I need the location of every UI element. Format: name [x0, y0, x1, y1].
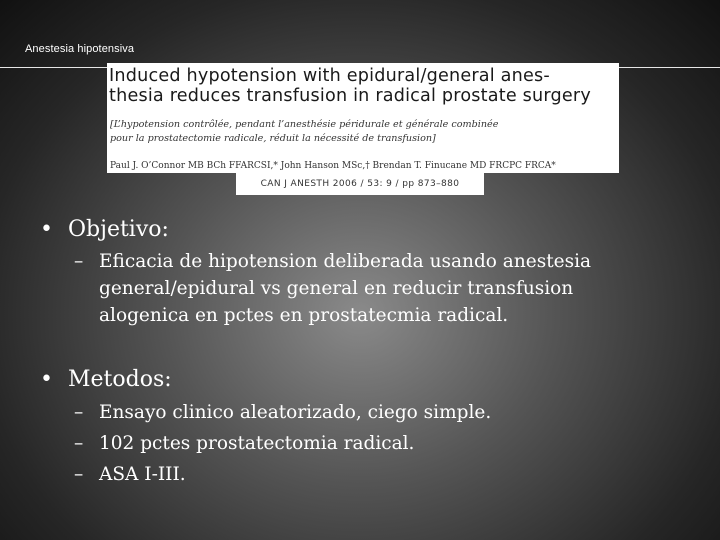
metodos-item-1: Ensayo clinico aleatorizado, ciego simple. — [99, 402, 492, 423]
paper-title — [109, 66, 619, 106]
bullet-marker: • — [40, 367, 53, 392]
paper-header-image — [107, 63, 619, 173]
paper-authors: Paul J. O’Connor MB BCh FFARCSI,* John Hanson MSc,† Brendan T. Finucane MD FRCPC FRCA* — [110, 161, 556, 171]
sub-marker: – — [74, 402, 84, 423]
paper-french-title-line-2: pour la prostatectomie radicale, réduit la nécessité de transfusion] — [110, 133, 436, 144]
metodos-item-3: ASA I-III. — [99, 464, 186, 485]
metodos-heading: Metodos: — [68, 367, 172, 392]
paper-title-line-1: Induced hypotension with epidural/general anes- — [109, 66, 550, 86]
paper-french-title — [110, 118, 616, 146]
paper-french-title-line-1: [L’hypotension contrôlée, pendant l’anesthésie péridurale et générale combinée — [110, 119, 499, 130]
sub-marker: – — [74, 251, 84, 272]
metodos-item-2: 102 pctes prostatectomia radical. — [99, 433, 415, 454]
slide-title: Anestesia hipotensiva — [25, 43, 135, 55]
bullet-marker: • — [40, 217, 53, 242]
objetivo-heading: Objetivo: — [68, 217, 169, 242]
objetivo-line-1: Eficacia de hipotension deliberada usando anestesia — [99, 251, 592, 272]
sub-marker: – — [74, 433, 84, 454]
objetivo-line-2: general/epidural vs general en reducir transfusion — [99, 278, 574, 299]
paper-title-line-2: thesia reduces transfusion in radical prostate surgery — [109, 86, 591, 106]
sub-marker: – — [74, 464, 84, 485]
objetivo-line-3: alogenica en pctes en prostatecmia radical. — [99, 305, 509, 326]
paper-citation: CAN J ANESTH 2006 / 53: 9 / pp 873–880 — [236, 173, 484, 195]
